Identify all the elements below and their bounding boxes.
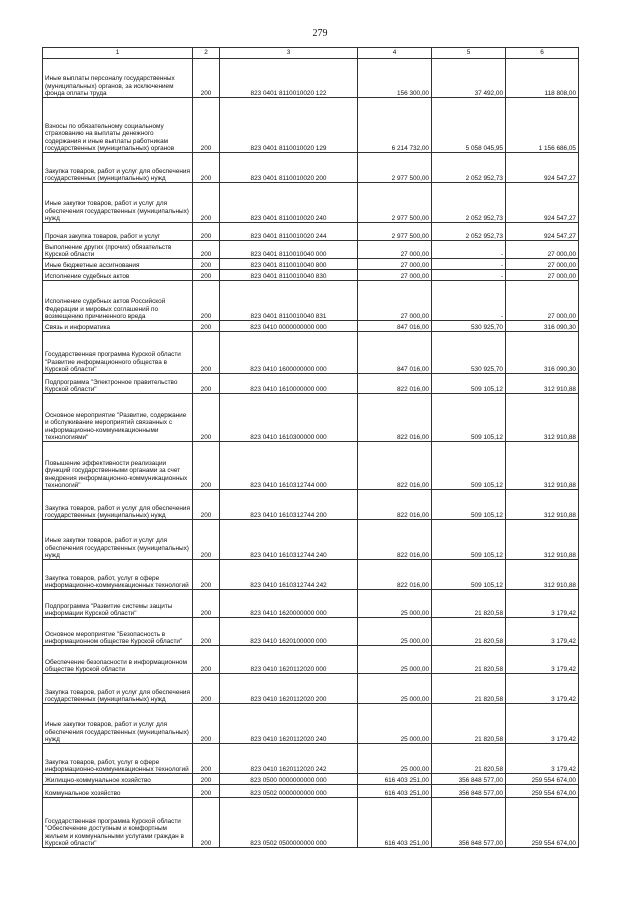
row-budget-code: 823 0410 0000000000 000 [220,321,358,332]
table-row [43,281,579,321]
row-group-code: 200 [193,223,220,241]
row-executed-amount: 530 925,70 [432,321,506,332]
table-row [43,270,579,281]
row-approved-amount: 25 000,00 [358,646,432,674]
row-executed-amount: - [432,241,506,259]
row-budget-code: 823 0410 1620112020 240 [220,704,358,744]
row-executed-amount: 509 105,12 [432,442,506,490]
row-approved-amount: 2 977 500,00 [358,183,432,223]
row-approved-amount: 27 000,00 [358,241,432,259]
row-group-code: 200 [193,332,220,374]
row-executed-amount: 509 105,12 [432,520,506,560]
row-group-code: 200 [193,259,220,270]
row-approved-amount: 2 977 500,00 [358,223,432,241]
row-approved-amount: 25 000,00 [358,674,432,704]
row-unexecuted-amount: 3 179,42 [506,744,579,774]
row-unexecuted-amount: 27 000,00 [506,241,579,259]
row-name: Государственная программа Курской области "Обеспечение доступным и комфортным жильем и коммунальными услугами граждан в Курской области" [43,798,193,848]
table-row [43,774,579,785]
row-budget-code: 823 0410 1620112020 000 [220,646,358,674]
row-unexecuted-amount: 924 547,27 [506,183,579,223]
row-approved-amount: 25 000,00 [358,590,432,618]
row-name: Подпрограмма "Развитие системы защиты информации Курской области" [43,590,193,618]
row-group-code: 200 [193,321,220,332]
row-executed-amount: 21 820,58 [432,674,506,704]
table-row [43,798,579,848]
row-unexecuted-amount: 312 910,88 [506,374,579,394]
table-row [43,442,579,490]
column-number-1: 1 [43,48,193,59]
row-executed-amount: 21 820,58 [432,590,506,618]
row-approved-amount: 25 000,00 [358,618,432,646]
row-name: Иные закупки товаров, работ и услуг для обеспечения государственных (муниципальных) нужд [43,183,193,223]
row-executed-amount: 2 052 952,73 [432,223,506,241]
row-budget-code: 823 0401 8110010040 830 [220,270,358,281]
row-unexecuted-amount: 259 554 674,00 [506,785,579,798]
row-unexecuted-amount: 259 554 674,00 [506,774,579,785]
row-executed-amount: 509 105,12 [432,560,506,590]
column-number-5: 5 [432,48,506,59]
row-group-code: 200 [193,520,220,560]
row-unexecuted-amount: 27 000,00 [506,270,579,281]
row-group-code: 200 [193,241,220,259]
row-name: Закупка товаров, работ и услуг для обеспечения государственных (муниципальных) нужд [43,674,193,704]
row-budget-code: 823 0401 8110010040 800 [220,259,358,270]
column-number-6: 6 [506,48,579,59]
row-executed-amount: 21 820,58 [432,646,506,674]
row-budget-code: 823 0410 1620112020 200 [220,674,358,704]
row-name: Взносы по обязательному социальному страхованию на выплаты денежного содержания и иные выплаты работникам государственных (муниципальных) органов [43,98,193,153]
row-name: Иные закупки товаров, работ и услуг для обеспечения государственных (муниципальных) нужд [43,520,193,560]
row-name: Закупка товаров, работ и услуг для обеспечения государственных (муниципальных) нужд [43,153,193,183]
row-budget-code: 823 0410 1600000000 000 [220,332,358,374]
row-budget-code: 823 0502 0500000000 000 [220,798,358,848]
row-approved-amount: 616 403 251,00 [358,774,432,785]
row-budget-code: 823 0410 1610312744 240 [220,520,358,560]
table-row [43,618,579,646]
table-row [43,59,579,98]
row-budget-code: 823 0401 8110010020 129 [220,98,358,153]
row-name: Основное мероприятие "Развитие, содержание и обслуживание мероприятий связанных с информационно-коммуникационными технологиями" [43,394,193,442]
row-name: Иные бюджетные ассигнования [43,259,193,270]
row-unexecuted-amount: 3 179,42 [506,590,579,618]
row-unexecuted-amount: 3 179,42 [506,704,579,744]
row-name: Иные выплаты персоналу государственных (муниципальных) органов, за исключением фонда оплаты труда [43,59,193,98]
row-approved-amount: 27 000,00 [358,259,432,270]
row-group-code: 200 [193,785,220,798]
row-budget-code: 823 0410 1610300000 000 [220,394,358,442]
row-approved-amount: 822 016,00 [358,520,432,560]
row-group-code: 200 [193,59,220,98]
row-executed-amount: - [432,259,506,270]
table-row [43,321,579,332]
row-approved-amount: 847 016,00 [358,321,432,332]
row-name: Исполнение судебных актов [43,270,193,281]
column-number-3: 3 [220,48,358,59]
row-group-code: 200 [193,590,220,618]
page-number: 279 [312,28,328,39]
table-row [43,785,579,798]
row-group-code: 200 [193,798,220,848]
row-budget-code: 823 0401 8110010040 831 [220,281,358,321]
row-name: Связь и информатика [43,321,193,332]
row-approved-amount: 25 000,00 [358,704,432,744]
row-name: Выполнение других (прочих) обязательств Курской области [43,241,193,259]
row-name: Иные закупки товаров, работ и услуг для обеспечения государственных (муниципальных) нужд [43,704,193,744]
row-budget-code: 823 0410 1620000000 000 [220,590,358,618]
row-executed-amount: - [432,281,506,321]
row-group-code: 200 [193,774,220,785]
row-approved-amount: 822 016,00 [358,442,432,490]
row-budget-code: 823 0401 8110010020 200 [220,153,358,183]
row-group-code: 200 [193,183,220,223]
row-executed-amount: 356 848 577,00 [432,774,506,785]
row-group-code: 200 [193,394,220,442]
row-unexecuted-amount: 259 554 674,00 [506,798,579,848]
row-name: Обеспечение безопасности в информационном обществе Курской области [43,646,193,674]
row-approved-amount: 156 300,00 [358,59,432,98]
row-group-code: 200 [193,646,220,674]
row-group-code: 200 [193,153,220,183]
row-approved-amount: 822 016,00 [358,560,432,590]
table-row [43,704,579,744]
row-executed-amount: 21 820,58 [432,744,506,774]
row-name: Закупка товаров, работ и услуг для обеспечения государственных (муниципальных) нужд [43,490,193,520]
row-budget-code: 823 0410 1610312744 200 [220,490,358,520]
row-approved-amount: 6 214 732,00 [358,98,432,153]
row-name: Государственная программа Курской области "Развитие информационного общества в Курской области" [43,332,193,374]
row-budget-code: 823 0401 8110010020 240 [220,183,358,223]
row-executed-amount: 530 925,70 [432,332,506,374]
row-unexecuted-amount: 924 547,27 [506,223,579,241]
row-group-code: 200 [193,490,220,520]
table-header-row [43,48,579,59]
row-group-code: 200 [193,374,220,394]
budget-execution-table [42,47,579,848]
table-row [43,183,579,223]
row-approved-amount: 822 016,00 [358,394,432,442]
row-budget-code: 823 0401 8110010020 122 [220,59,358,98]
row-approved-amount: 847 016,00 [358,332,432,374]
row-unexecuted-amount: 1 156 686,05 [506,98,579,153]
row-unexecuted-amount: 27 000,00 [506,259,579,270]
row-unexecuted-amount: 312 910,88 [506,490,579,520]
table-row [43,241,579,259]
row-approved-amount: 822 016,00 [358,374,432,394]
row-name: Подпрограмма "Электронное правительство Курской области" [43,374,193,394]
row-group-code: 200 [193,560,220,590]
table-row [43,153,579,183]
row-name: Коммунальное хозяйство [43,785,193,798]
table-row [43,590,579,618]
row-group-code: 200 [193,674,220,704]
row-group-code: 200 [193,704,220,744]
table-body [43,59,579,848]
row-executed-amount: 509 105,12 [432,394,506,442]
row-executed-amount: 356 848 577,00 [432,798,506,848]
table-row [43,394,579,442]
row-approved-amount: 616 403 251,00 [358,798,432,848]
table-row [43,560,579,590]
row-unexecuted-amount: 312 910,88 [506,520,579,560]
table-row [43,490,579,520]
row-approved-amount: 2 977 500,00 [358,153,432,183]
row-budget-code: 823 0410 1620100000 000 [220,618,358,646]
row-group-code: 200 [193,618,220,646]
row-budget-code: 823 0410 1610000000 000 [220,374,358,394]
row-name: Исполнение судебных актов Российской Федерации и мировых соглашений по возмещению причиненного вреда [43,281,193,321]
row-group-code: 200 [193,281,220,321]
row-executed-amount: 5 058 045,95 [432,98,506,153]
table-row [43,374,579,394]
row-unexecuted-amount: 924 547,27 [506,153,579,183]
row-budget-code: 823 0401 8110010040 000 [220,241,358,259]
column-number-2: 2 [193,48,220,59]
row-name: Закупка товаров, работ, услуг в сфере информационно-коммуникационных технологий [43,744,193,774]
row-unexecuted-amount: 312 910,88 [506,560,579,590]
row-name: Закупка товаров, работ, услуг в сфере информационно-коммуникационных технологий [43,560,193,590]
row-unexecuted-amount: 3 179,42 [506,618,579,646]
row-executed-amount: 21 820,58 [432,618,506,646]
table-row [43,223,579,241]
row-budget-code: 823 0410 1610312744 242 [220,560,358,590]
row-approved-amount: 616 403 251,00 [358,785,432,798]
row-budget-code: 823 0401 8110010020 244 [220,223,358,241]
row-executed-amount: 2 052 952,73 [432,153,506,183]
row-approved-amount: 27 000,00 [358,281,432,321]
row-group-code: 200 [193,98,220,153]
row-name: Жилищно-коммунальное хозяйство [43,774,193,785]
row-budget-code: 823 0500 0000000000 000 [220,774,358,785]
row-unexecuted-amount: 316 090,30 [506,321,579,332]
row-executed-amount: 21 820,58 [432,704,506,744]
table-row [43,520,579,560]
row-unexecuted-amount: 27 000,00 [506,281,579,321]
row-budget-code: 823 0410 1610312744 000 [220,442,358,490]
row-budget-code: 823 0410 1620112020 242 [220,744,358,774]
row-group-code: 200 [193,744,220,774]
row-executed-amount: 509 105,12 [432,490,506,520]
row-unexecuted-amount: 3 179,42 [506,674,579,704]
row-executed-amount: 509 105,12 [432,374,506,394]
table-row [43,332,579,374]
row-group-code: 200 [193,270,220,281]
table-row [43,744,579,774]
row-name: Повышение эффективности реализации функций государственными органами за счет внедрения информационно-коммуникационных технологий" [43,442,193,490]
table-row [43,259,579,270]
column-number-4: 4 [358,48,432,59]
row-budget-code: 823 0502 0000000000 000 [220,785,358,798]
row-executed-amount: 356 848 577,00 [432,785,506,798]
row-unexecuted-amount: 3 179,42 [506,646,579,674]
row-name: Основное мероприятие "Безопасность в информационном обществе Курской области" [43,618,193,646]
row-unexecuted-amount: 316 090,30 [506,332,579,374]
row-executed-amount: 37 492,00 [432,59,506,98]
table-row [43,646,579,674]
row-name: Прочая закупка товаров, работ и услуг [43,223,193,241]
row-executed-amount: 2 052 952,73 [432,183,506,223]
table-row [43,98,579,153]
row-approved-amount: 822 016,00 [358,490,432,520]
row-unexecuted-amount: 312 910,88 [506,394,579,442]
row-executed-amount: - [432,270,506,281]
row-approved-amount: 25 000,00 [358,744,432,774]
row-unexecuted-amount: 312 910,88 [506,442,579,490]
row-approved-amount: 27 000,00 [358,270,432,281]
row-group-code: 200 [193,442,220,490]
table-row [43,674,579,704]
row-unexecuted-amount: 118 808,00 [506,59,579,98]
